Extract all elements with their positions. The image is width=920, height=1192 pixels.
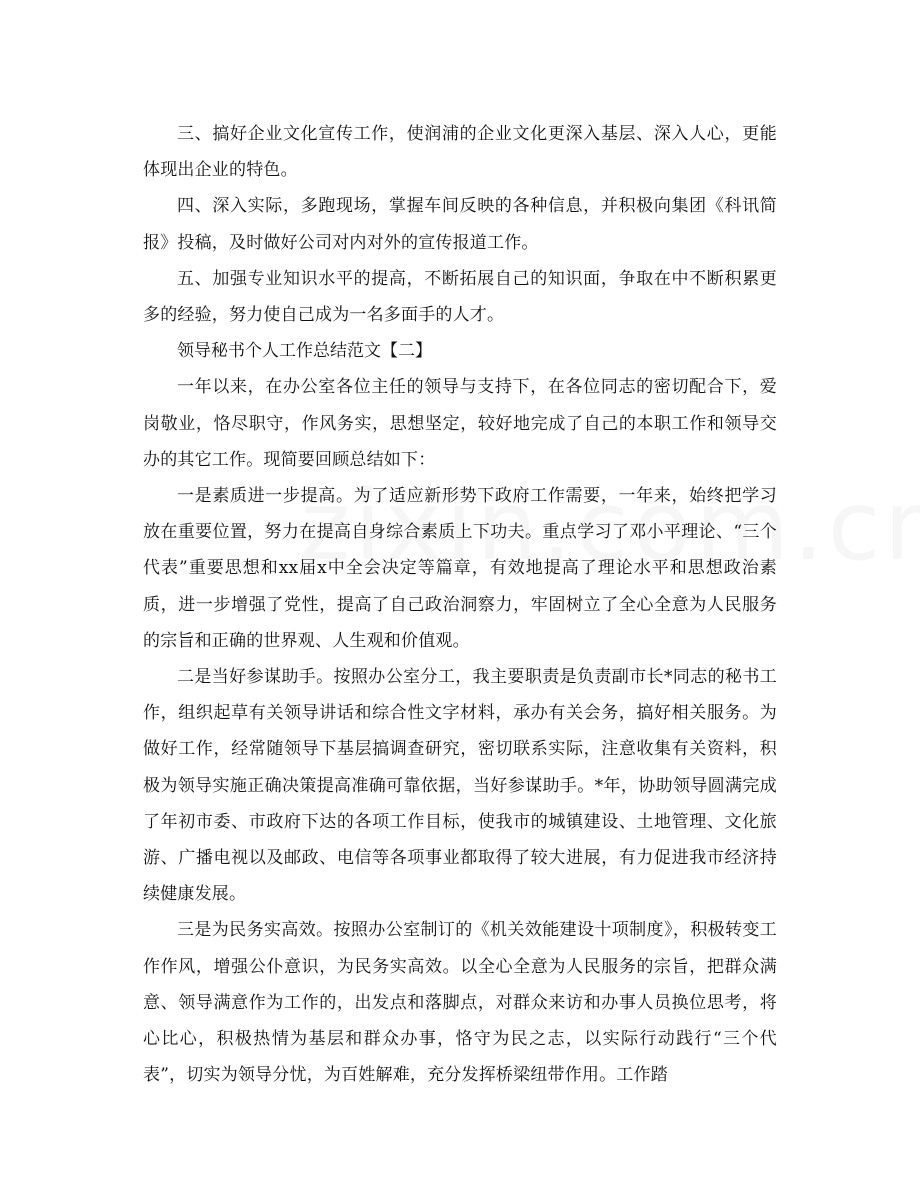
paragraph-knowledge: 五、加强专业知识水平的提高，不断拓展自己的知识面，争取在中不断积累更多的经验，努力使自己成为一名多面手的人才。: [143, 268, 777, 326]
section-heading: 领导秘书个人工作总结范文【二】: [177, 341, 432, 362]
document-page: [143, 116, 777, 1093]
paragraph-quality: 一是素质进一步提高。为了适应新形势下政府工作需要，一年来，始终把学习放在重要位置，努力在提高自身综合素质上下功夫。重点学习了邓小平理论、“三个代表”重要思想和xx届x中全会决定等篇章，有效地提高了理论水平和思想政治素质，进一步增强了党性，提高了自己政治洞察力，牢固树立了全心全意为人民服务的宗旨和正确的世界观、人生观和价值观。: [143, 486, 777, 651]
paragraph-efficiency: 三是为民务实高效。按照办公室制订的《机关效能建设十项制度》，积极转变工作作风，增强公仆意识，为民务实高效。以全心全意为人民服务的宗旨，把群众满意、领导满意作为工作的，出发点和落脚点，对群众来访和办事人员换位思考，将心比心，积极热情为基层和群众办事，恪守为民之志，以实际行动践行“三个代表”，切实为领导分忧，为百姓解难，充分发挥桥梁纽带作用。工作踏: [143, 920, 777, 1086]
paragraph-culture: 三、搞好企业文化宣传工作，使润浦的企业文化更深入基层、深入人心，更能体现出企业的特色。: [143, 124, 777, 181]
paragraph-fieldwork: 四、深入实际，多跑现场，掌握车间反映的各种信息，并积极向集团《科讯简报》投稿，及时做好公司对内对外的宣传报道工作。: [143, 196, 777, 253]
paragraph-assistant: 二是当好参谋助手。按照办公室分工，我主要职责是负责副市长*同志的秘书工作，组织起草有关领导讲话和综合性文字材料，承办有关会务，搞好相关服务。为做好工作，经常随领导下基层搞调查研究，密切联系实际，注意收集有关资料，积极为领导实施正确决策提高准确可靠依据，当好参谋助手。*年，协助领导圆满完成了年初市委、市政府下达的各项工作目标，使我市的城镇建设、土地管理、文化旅游、广播电视以及邮政、电信等各项事业都取得了较大进展，有力促进我市经济持续健康发展。: [143, 667, 777, 905]
paragraph-intro: 一年以来，在办公室各位主任的领导与支持下，在各位同志的密切配合下，爱岗敬业，恪尽职守，作风务实，思想坚定，较好地完成了自己的本职工作和领导交办的其它工作。现简要回顾总结如下：: [143, 377, 777, 470]
